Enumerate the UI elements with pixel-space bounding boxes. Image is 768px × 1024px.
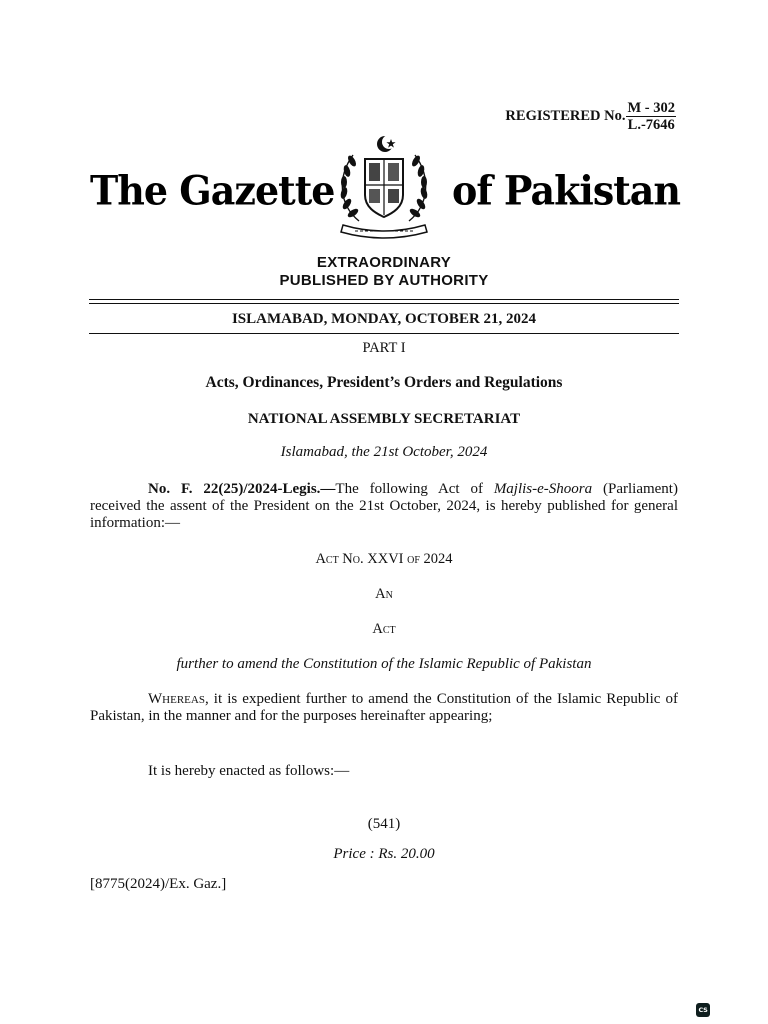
preamble-text: , it is expedient further to amend the Constitution of the Islamic Republic of Pakistan, in the manner and for the purposes hereinafter appearing;	[90, 691, 678, 724]
act-word: Act	[372, 621, 396, 637]
registration-number-top: M - 302	[627, 100, 675, 116]
top-rule	[89, 299, 679, 300]
notice-dash: —	[320, 481, 336, 497]
gazette-reference: [8775(2024)/Ex. Gaz.]	[90, 876, 227, 892]
act-an: An	[375, 586, 393, 602]
acts-heading: Acts, Ordinances, President’s Orders and Regulations	[205, 374, 563, 391]
page-number: (541)	[367, 816, 401, 832]
masthead-title-left: The Gazette	[90, 166, 335, 215]
price-line: Price : Rs. 20.00	[333, 846, 435, 862]
preamble-paragraph	[90, 691, 678, 725]
part-heading: PART I	[362, 340, 406, 356]
camscanner-logo-icon: CS	[696, 1003, 710, 1017]
published-by-authority-heading: PUBLISHED BY AUTHORITY	[279, 272, 489, 289]
masthead-title-right: of Pakistan	[452, 166, 681, 215]
place-date-line: Islamabad, the 21st October, 2024	[280, 444, 488, 460]
top-rule-inner	[89, 303, 679, 304]
extraordinary-heading: EXTRAORDINARY	[316, 254, 452, 271]
enacting-clause: It is hereby enacted as follows:—	[148, 763, 350, 779]
registration-number	[505, 100, 676, 133]
registration-label: REGISTERED No.	[505, 108, 626, 124]
preamble-whereas: Whereas	[148, 691, 205, 707]
notice-text-a: The following Act of	[335, 481, 494, 497]
secretariat-heading: NATIONAL ASSEMBLY SECRETARIAT	[247, 411, 521, 427]
registration-number-bottom: L.-7646	[627, 117, 675, 133]
notice-reference: No. F. 22(25)/2024-Legis.	[148, 481, 321, 497]
notice-paragraph	[90, 481, 678, 532]
majlis-e-shoora: Majlis-e-Shoora	[493, 481, 593, 497]
registration-fraction	[626, 100, 676, 133]
state-emblem-icon	[325, 133, 443, 245]
dateline-rule	[89, 333, 679, 334]
notice-text-b: (Parliament) received the assent of the President on the 21st October, 2024, is hereby published for general information:—	[90, 481, 678, 531]
act-number: Act No. XXVI of 2024	[315, 551, 453, 567]
act-long-title: further to amend the Constitution of the Islamic Republic of Pakistan	[176, 656, 592, 672]
dateline: ISLAMABAD, MONDAY, OCTOBER 21, 2024	[231, 311, 537, 327]
